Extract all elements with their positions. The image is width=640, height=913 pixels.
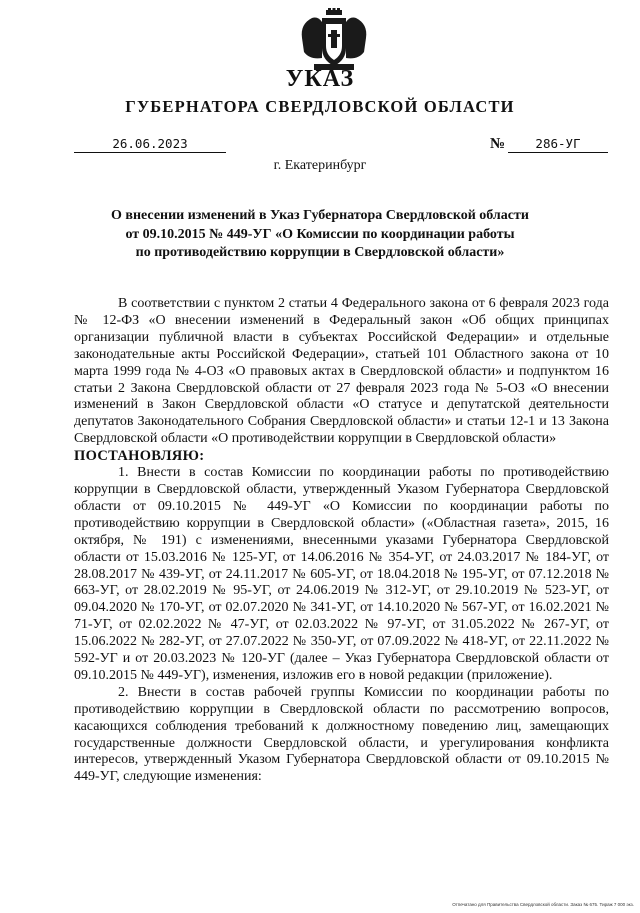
city: г. Екатеринбург: [273, 158, 367, 173]
document-number: 286-УГ: [508, 136, 608, 153]
issuer-title: ГУБЕРНАТОРА СВЕРДЛОВСКОЙ ОБЛАСТИ: [125, 97, 515, 116]
item-1-paragraph: 1. Внести в состав Комиссии по координации работы по противодействию коррупции в Свердловской области, утвержденный Указом Губернатора Свердловской области от 09.10.2015 № 449-УГ «О Комиссии по координации работы по противодействию коррупции в Свердловской области» («Областная газета», 2015, 16 октября, № 191) с изменениями, внесенными указами Губернатора Свердловской области от 15.03.2016 № 125-УГ, от 14.06.2016 № 354-УГ, от 24.03.2017 № 184-УГ, от 28.08.2017 № 439-УГ, от 24.11.2017 № 605-УГ, от 18.04.2018 № 195-УГ, от 07.12.2018 № 663-УГ, от 28.02.2019 № 95-УГ, от 24.06.2019 № 312-УГ, от 29.10.2019 № 523-УГ, от 09.04.2020 № 170-УГ, от 02.07.2020 № 341-УГ, от 14.10.2020 № 567-УГ, от 16.02.2021 № 71-УГ, от 02.02.2022 № 47-УГ, от 02.03.2022 № 97-УГ, от 31.05.2022 № 267-УГ, от 15.06.2022 № 282-УГ, от 27.07.2022 № 350-УГ, от 07.09.2022 № 418-УГ, от 22.11.2022 № 592-УГ и от 20.03.2023 № 120-УГ (далее – Указ Губернатора Свердловской области от 09.10.2015 № 449-УГ), изменения, изложив его в новой редакции (приложение).: [74, 465, 609, 683]
document-body: [74, 296, 609, 786]
print-imprint: Отпечатано для Правительства Свердловской области. Заказ № 675. Тираж 7 000 экз.: [452, 902, 634, 907]
decree-word: ПОСТАНОВЛЯЮ:: [74, 448, 205, 465]
preamble-paragraph: В соответствии с пунктом 2 статьи 4 Федерального закона от 6 февраля 2023 года № 12-ФЗ «О внесении изменений в Федеральный закон «Об общих принципах организации публичной власти в субъектах Российской Федерации» и отдельные законодательные акты Российской Федерации», статьей 101 Областного закона от 10 марта 1999 года № 4-ОЗ «О правовых актах в Свердловской области» и подпунктом 16 статьи 2 Закона Свердловской области от 27 февраля 2023 года № 5-ОЗ «О внесении изменений в Закон Свердловской области «О статусе и депутатской деятельности депутатов Законодательного Собрания Свердловской области» и статьи 12-1 и 13 Закона Свердловской области «О противодействии коррупции в Свердловской области»: [74, 296, 609, 447]
document-heading: [0, 207, 640, 263]
coat-of-arms-icon: [298, 8, 370, 72]
heading-line-2: от 09.10.2015 № 449-УГ «О Комиссии по координации работы: [125, 226, 515, 242]
heading-line-3: по противодействию коррупции в Свердловской области»: [135, 245, 505, 260]
heading-line-1: О внесении изменений в Указ Губернатора Свердловской области: [111, 208, 529, 223]
item-2-paragraph: 2. Внести в состав рабочей группы Комиссии по координации работы по противодействию коррупции в Свердловской области по рассмотрению вопросов, касающихся соблюдения требований к должностному поведению лиц, замещающих государственные должности Свердловской области, и урегулирования конфликта интересов, утвержденный Указом Губернатора Свердловской области от 09.10.2015 № 449-УГ, следующие изменения:: [74, 684, 609, 785]
number-label: №: [490, 136, 506, 152]
document-date: 26.06.2023: [74, 136, 226, 153]
document-type-title: УКАЗ: [285, 66, 355, 92]
